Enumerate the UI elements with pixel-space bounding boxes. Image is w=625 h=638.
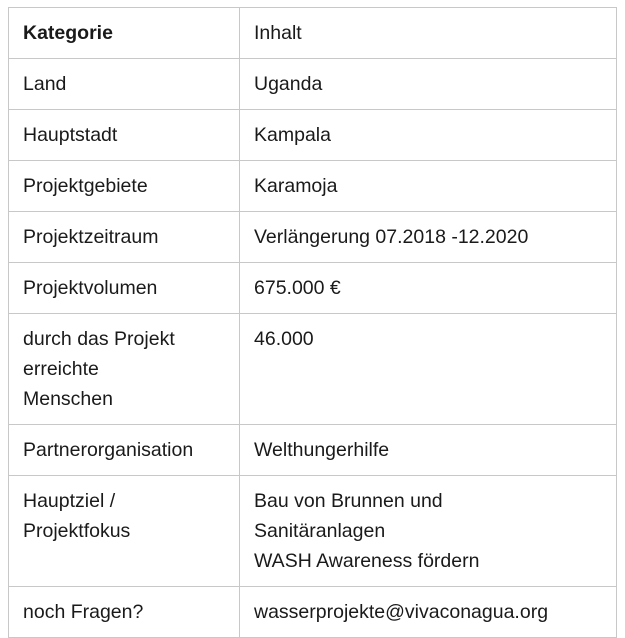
row-content [240, 476, 617, 587]
header-content: Inhalt [240, 8, 617, 59]
table-row [9, 110, 617, 161]
row-category [9, 314, 240, 425]
row-category [9, 587, 240, 638]
row-category [9, 476, 240, 587]
row-content [240, 263, 617, 314]
category-text: Hauptstadt [23, 124, 118, 146]
category-text: noch Fragen? [23, 601, 144, 623]
table-row [9, 212, 617, 263]
content-text: Verlängerung 07.2018 -12.2020 [254, 226, 529, 248]
table-row [9, 314, 617, 425]
table-row [9, 476, 617, 587]
category-text: Menschen [23, 388, 113, 410]
row-content [240, 161, 617, 212]
header-category: Kategorie [9, 8, 240, 59]
category-text: Projektvolumen [23, 277, 158, 299]
content-text: 675.000 € [254, 277, 341, 299]
category-text: durch das Projekt [23, 328, 175, 350]
category-text: Hauptziel / [23, 490, 116, 512]
row-category [9, 110, 240, 161]
row-category [9, 425, 240, 476]
category-text: Land [23, 73, 67, 95]
row-category [9, 263, 240, 314]
contact-email: wasserprojekte@vivaconagua.org [254, 601, 549, 623]
project-info-table [8, 7, 617, 638]
row-content [240, 110, 617, 161]
table-row [9, 263, 617, 314]
content-text: WASH Awareness fördern [254, 550, 480, 572]
row-content [240, 59, 617, 110]
category-text: Projektfokus [23, 520, 131, 542]
content-text: Uganda [254, 73, 323, 95]
row-content [240, 212, 617, 263]
category-text: Projektzeitraum [23, 226, 159, 248]
table-row [9, 161, 617, 212]
content-text: Bau von Brunnen und [254, 490, 443, 512]
row-content [240, 425, 617, 476]
content-text: Sanitäranlagen [254, 520, 386, 542]
row-category [9, 212, 240, 263]
row-content [240, 314, 617, 425]
table-row [9, 59, 617, 110]
info-table-frame [8, 7, 616, 629]
category-text: Partnerorganisation [23, 439, 194, 461]
content-text: 46.000 [254, 328, 314, 350]
category-text: erreichte [23, 358, 99, 380]
content-text: Kampala [254, 124, 331, 146]
category-text: Projektgebiete [23, 175, 148, 197]
content-text: Welthungerhilfe [254, 439, 390, 461]
row-content [240, 587, 617, 638]
table-row [9, 425, 617, 476]
table-row [9, 587, 617, 638]
row-category [9, 161, 240, 212]
content-text: Karamoja [254, 175, 338, 197]
table-header-row [9, 8, 617, 59]
row-category [9, 59, 240, 110]
